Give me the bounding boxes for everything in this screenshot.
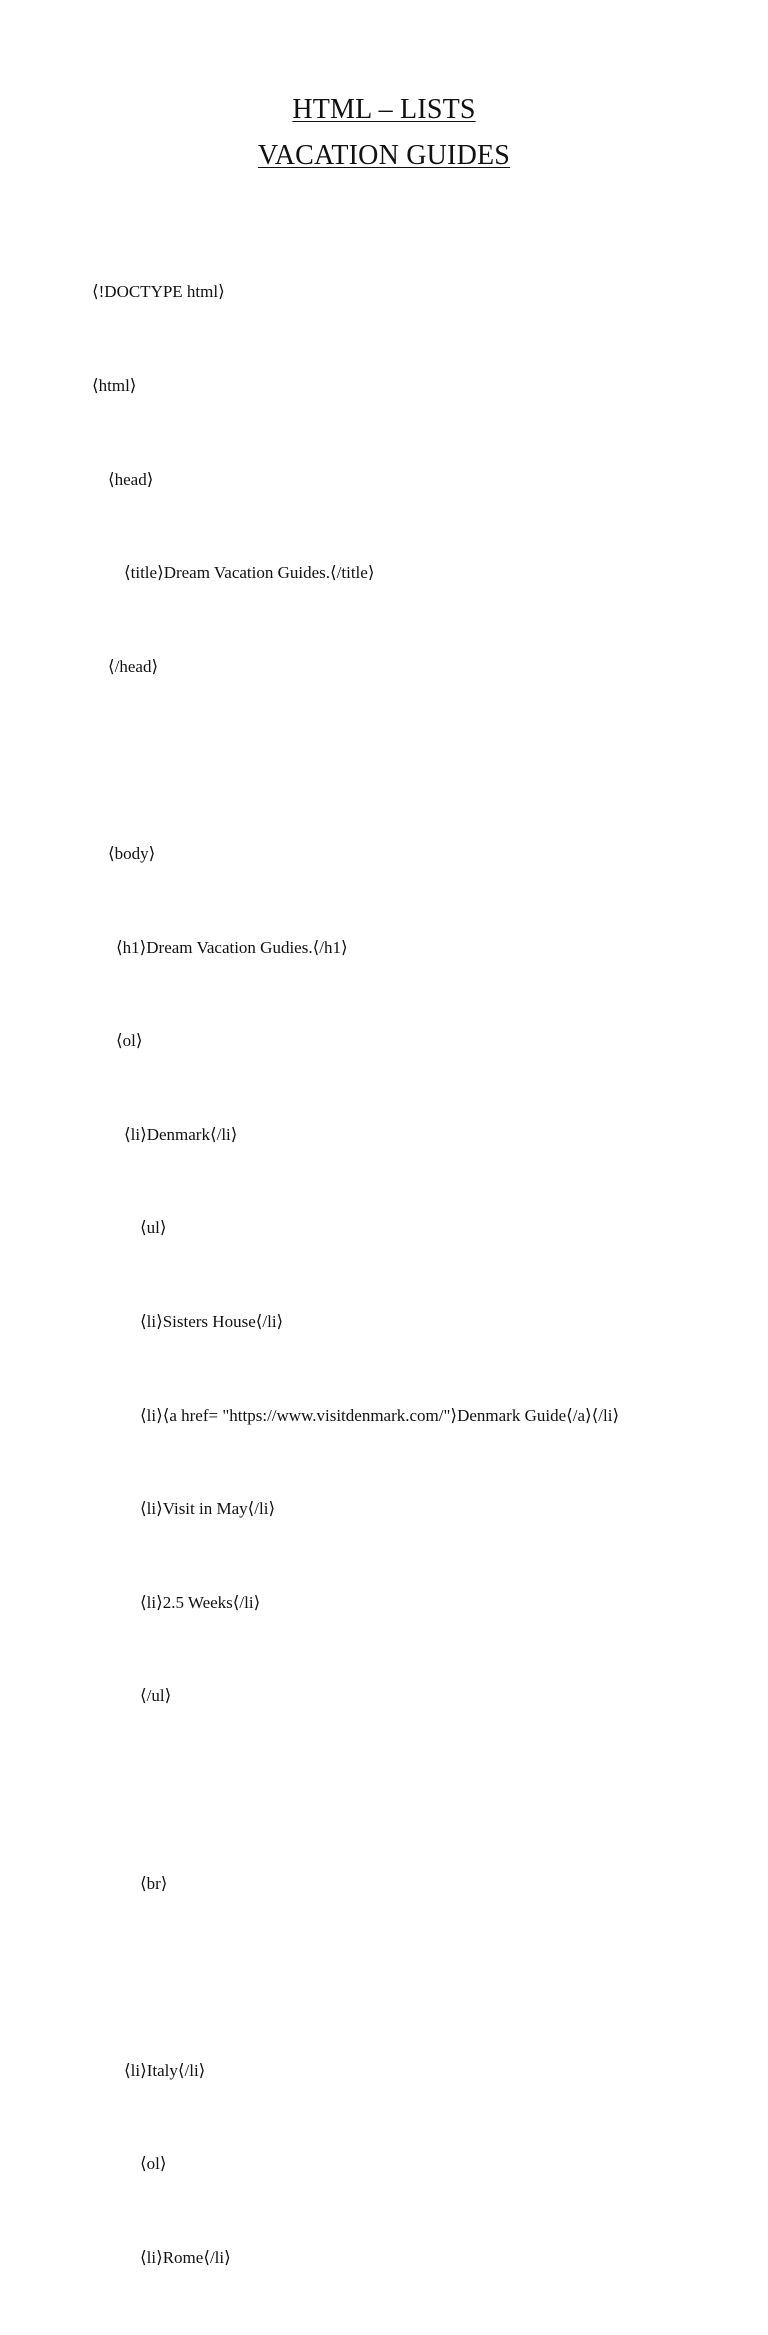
code-line: ⟨li⟩Rome⟨/li⟩ bbox=[140, 2247, 231, 2267]
code-line: ⟨head⟩ bbox=[108, 469, 154, 489]
code-line: ⟨/ul⟩ bbox=[140, 1686, 172, 1706]
code-line: ⟨li⟩Sisters House⟨/li⟩ bbox=[140, 1311, 284, 1331]
code-line: ⟨body⟩ bbox=[108, 843, 156, 863]
code-line: ⟨li⟩⟨a href= "https://www.visitdenmark.com/"⟩Denmark Guide⟨/a⟩⟨/li⟩ bbox=[140, 1405, 620, 1425]
code-line: ⟨html⟩ bbox=[92, 376, 137, 395]
code-line: ⟨li⟩2.5 Weeks⟨/li⟩ bbox=[140, 1592, 261, 1612]
page-title: HTML – LISTS bbox=[292, 94, 476, 125]
code-line: ⟨ol⟩ bbox=[140, 2154, 167, 2174]
code-line: ⟨li⟩Italy⟨/li⟩ bbox=[124, 2060, 206, 2080]
code-line: ⟨/head⟩ bbox=[108, 656, 159, 676]
code-line: ⟨ol⟩ bbox=[116, 1031, 143, 1051]
code-line-blank bbox=[92, 744, 619, 775]
code-line: ⟨ul⟩ bbox=[140, 1218, 167, 1238]
code-line-blank bbox=[92, 1774, 619, 1805]
code-line: ⟨h1⟩Dream Vacation Gudies.⟨/h1⟩ bbox=[116, 937, 348, 957]
code-line: ⟨title⟩Dream Vacation Guides.⟨/title⟩ bbox=[124, 563, 375, 583]
code-line: ⟨li⟩Visit in May⟨/li⟩ bbox=[140, 1499, 276, 1519]
code-line-blank bbox=[92, 1961, 619, 1992]
code-line: ⟨!DOCTYPE html⟩ bbox=[92, 282, 225, 302]
code-listing bbox=[92, 214, 619, 2335]
code-line: ⟨br⟩ bbox=[140, 1873, 168, 1893]
page-subtitle: VACATION GUIDES bbox=[257, 140, 511, 171]
code-line: ⟨li⟩Denmark⟨/li⟩ bbox=[124, 1124, 238, 1144]
